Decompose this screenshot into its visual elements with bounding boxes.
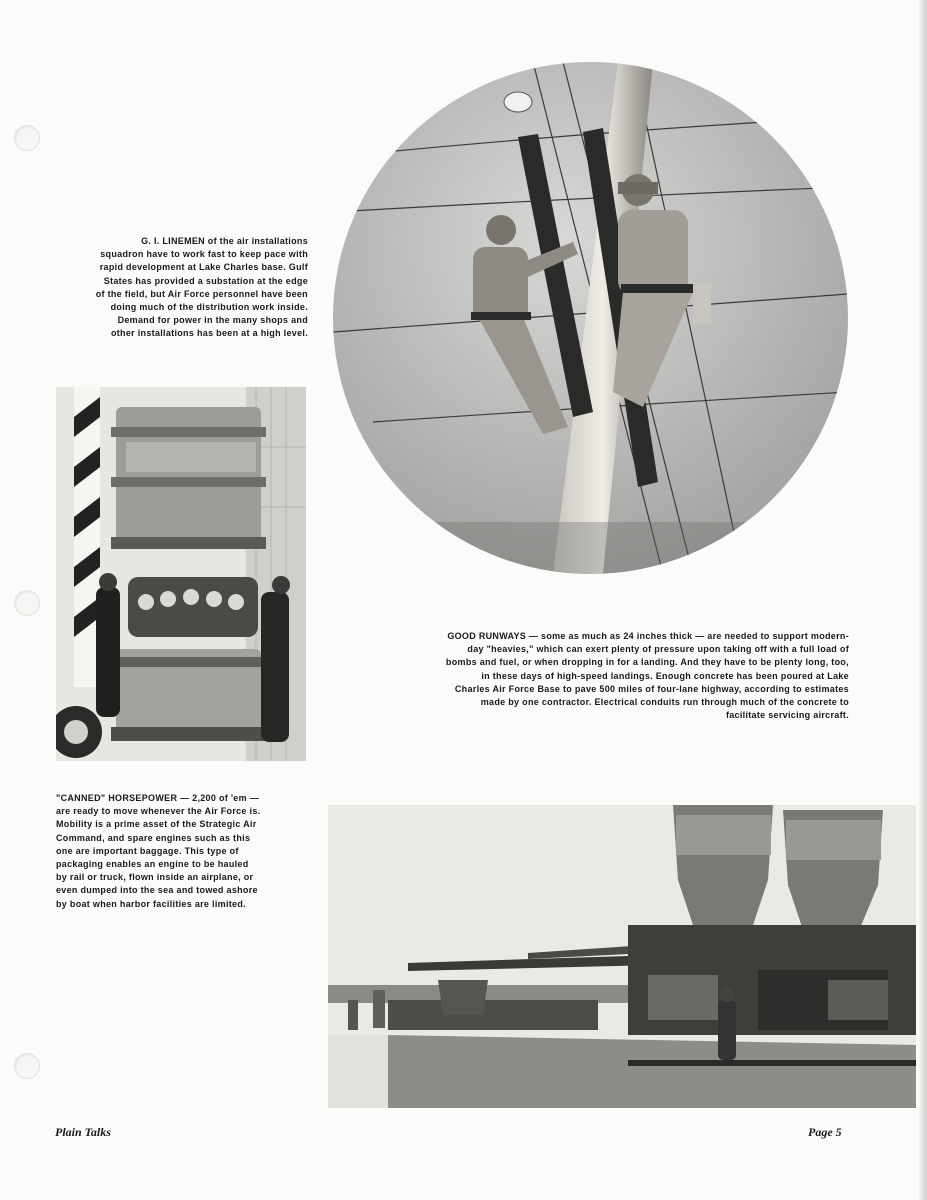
runway-paving-photo — [328, 805, 916, 1108]
linemen-caption — [95, 235, 308, 341]
publication-name: Plain Talks — [55, 1125, 111, 1139]
page-number: Page 5 — [808, 1125, 842, 1139]
canned-horsepower-caption — [56, 792, 261, 911]
punch-hole — [14, 1053, 40, 1079]
punch-hole — [14, 590, 40, 616]
page-edge — [919, 0, 927, 1200]
punch-hole — [14, 125, 40, 151]
canned-caption-body: — 2,200 of 'em — are ready to move whenever the Air Force is. Mobility is a prime asset of the Strategic Air Command, and spare engines such as this one are important baggage. This type of packaging enables an engine to be hauled by rail or truck, flown inside an airplane, or even dumped into the sea and towed ashore by boat when harbor facilities are limited. — [56, 793, 261, 909]
runways-caption-body: — some as much as 24 inches thick — are needed to support modern-day "heavies," which can exert plenty of pressure upon taking off with a full load of bombs and fuel, or when dropping in for a landing. And they have to be plenty long, too, in these days of high-speed landings. Enough concrete has been poured at Lake Charles Air Force Base to pave 500 miles of four-lane highway, according to estimates made by one contractor. Electrical conduits run through much of the concrete to facilitate servicing aircraft. — [445, 631, 849, 721]
canned-caption-lead: "CANNED" HORSEPOWER — [56, 793, 178, 803]
runways-caption-lead: GOOD RUNWAYS — [447, 631, 527, 641]
runways-caption — [445, 630, 849, 722]
linemen-caption-lead: G. I. LINEMEN — [141, 236, 205, 246]
engine-container-photo — [56, 387, 306, 761]
linemen-caption-body: of the air installations squadron have to work fast to keep pace with rapid development at Lake Charles base. Gulf States has provided a substation at the edge of the field, but Air Force personnel have been doing much of the distribution work inside. Demand for power in the many shops and other installations has been at a high level. — [95, 236, 308, 339]
linemen-photo — [333, 62, 848, 574]
